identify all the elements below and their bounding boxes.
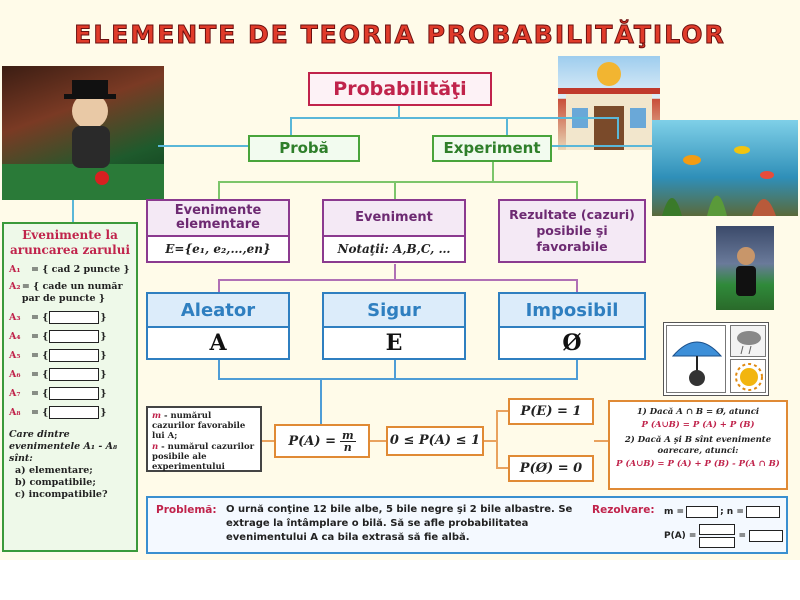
p-numerator-input[interactable] — [699, 524, 735, 535]
event-label: A₁ — [9, 264, 21, 275]
cloud-rain-icon — [730, 325, 766, 357]
category-aleator-name: Aleator — [148, 294, 288, 328]
legend-m-text: - numărul cazurilor favorabile lui A; — [152, 411, 246, 441]
connector-line — [617, 117, 619, 139]
category-sigur-name: Sigur — [324, 294, 464, 328]
category-imposibil-symbol: Ø — [562, 330, 582, 356]
event-row — [9, 311, 131, 324]
impossible-event-formula: P(Ø) = 0 — [508, 455, 594, 482]
event-text: = { — [31, 369, 49, 380]
dice-question: Care dintre evenimentele A₁ - A₈ sînt: — [9, 429, 118, 464]
legend-n-symbol: n — [152, 442, 159, 452]
m-input[interactable] — [686, 506, 718, 518]
rule2-text: 2) Dacă A şi B sînt evenimente oarecare, atunci: — [624, 435, 772, 456]
event-answer-field[interactable] — [49, 311, 99, 324]
connector-line — [576, 279, 578, 293]
connector-line — [262, 440, 274, 442]
p-fraction-input[interactable] — [699, 524, 735, 548]
n-input[interactable] — [746, 506, 780, 518]
category-sigur-symbol: E — [385, 330, 403, 356]
event-text: = { — [31, 312, 49, 323]
category-aleator-symbol: A — [209, 330, 227, 356]
connector-line — [320, 378, 322, 424]
connector-line — [576, 181, 578, 199]
legend-box — [146, 406, 262, 472]
event-close: } — [100, 331, 107, 342]
connector-line — [370, 440, 386, 442]
experiment-node: Experiment — [432, 135, 552, 162]
connector-line — [508, 117, 618, 119]
connector-line — [496, 410, 508, 412]
category-sigur — [322, 292, 466, 360]
m-label: m = — [664, 507, 685, 517]
sure-event-formula: P(E) = 1 — [508, 398, 594, 425]
dice-events-title: Evenimente la aruncarea zarului — [9, 228, 131, 257]
aquarium-photo — [652, 120, 798, 216]
connector-line — [394, 360, 396, 380]
probabilitati-node: Probabilităţi — [308, 72, 492, 106]
event-close: } — [100, 312, 107, 323]
legend-n — [152, 442, 256, 472]
rezultate-node — [498, 199, 646, 263]
connector-line — [394, 181, 396, 199]
rules-box — [608, 400, 788, 490]
rule1-formula: P (A∪B) = P (A) + P (B) — [641, 420, 755, 430]
connector-line — [218, 360, 220, 380]
eveniment-node — [322, 199, 466, 263]
proba-node: Probă — [248, 135, 360, 162]
event-text: = { — [31, 350, 49, 361]
connector-line — [484, 440, 496, 442]
weather-panel — [663, 322, 769, 396]
p-denominator-input[interactable] — [699, 537, 735, 548]
poster-title: ELEMENTE DE TEORIA PROBABILITĂŢILOR — [74, 20, 726, 49]
solution-label: Rezolvare: — [592, 504, 655, 516]
event-label: A₆ — [9, 369, 21, 380]
eveniment-label: Eveniment — [324, 201, 464, 237]
solution-p-row — [664, 524, 783, 548]
legend-m — [152, 411, 256, 441]
connector-line — [218, 181, 220, 199]
event-text: = { — [31, 407, 49, 418]
event-answer-field[interactable] — [49, 330, 99, 343]
connector-line — [496, 410, 498, 468]
event-close: } — [100, 369, 107, 380]
event-label: A₄ — [9, 331, 21, 342]
event-label: A₂ — [9, 281, 21, 292]
n-label: ; n = — [720, 507, 744, 517]
connector-line — [506, 117, 508, 135]
event-answer-field[interactable] — [49, 368, 99, 381]
connector-line — [218, 279, 578, 281]
solution-m-row — [664, 506, 780, 518]
fraction-denominator: n — [343, 440, 352, 454]
event-text: = { — [31, 331, 49, 342]
probability-formula — [274, 424, 370, 458]
probability-fraction — [340, 430, 356, 453]
evenimente-elementare-formula: E={e₁, e₂,…,en} — [165, 242, 271, 256]
connector-line — [492, 162, 494, 182]
stadium-photo — [716, 226, 774, 310]
event-text: = { — [31, 388, 49, 399]
casino-photo — [2, 66, 164, 200]
connector-line — [218, 279, 220, 293]
probability-formula-prefix: P(A) = — [288, 433, 336, 449]
connector-line — [158, 145, 248, 147]
building-photo — [558, 56, 660, 150]
rule1-text: 1) Dacă A ∩ B = Ø, atunci — [636, 407, 760, 417]
event-close: } — [100, 388, 107, 399]
rule2-formula: P (A∪B) = P (A) + P (B) - P(A ∩ B) — [616, 459, 780, 469]
event-text: = { cad 2 puncte } — [31, 264, 130, 275]
eveniment-notatii: Notaţii: A,B,C, … — [337, 242, 451, 256]
connector-line — [594, 440, 608, 442]
problem-text: O urnă conţine 12 bile albe, 5 bile negre şi 2 bile albastre. Se extrage la întâmplare o bilă. Să se afle probabilitatea evenimentului A ca bila extrasă să fie albă. — [226, 504, 573, 543]
page-margin — [0, 560, 800, 600]
event-label: A₈ — [9, 407, 21, 418]
event-label: A₇ — [9, 388, 21, 399]
evenimente-elementare-node — [146, 199, 290, 263]
p-result-input[interactable] — [749, 530, 783, 542]
category-imposibil-name: Imposibil — [500, 294, 644, 328]
probability-range: 0 ≤ P(A) ≤ 1 — [386, 426, 484, 456]
event-text: = { cade un număr par de puncte } — [21, 281, 123, 304]
p-label: P(A) = — [664, 531, 697, 541]
problem-box — [146, 496, 788, 554]
connector-line — [576, 360, 578, 380]
fraction-numerator: m — [341, 428, 354, 442]
event-row — [9, 264, 131, 275]
evenimente-elementare-label: Evenimente elementare — [148, 201, 288, 237]
legend-n-text: - numărul cazurilor posibile ale experimentului — [152, 442, 255, 472]
umbrella-cell — [666, 325, 726, 393]
category-imposibil — [498, 292, 646, 360]
event-close: } — [100, 350, 107, 361]
event-label: A₃ — [9, 312, 21, 323]
category-aleator — [146, 292, 290, 360]
event-close: } — [100, 407, 107, 418]
connector-line — [496, 467, 508, 469]
question-option: c) incompatibile? — [15, 489, 108, 500]
event-answer-field[interactable] — [49, 406, 99, 419]
event-row — [9, 349, 131, 362]
event-row — [9, 330, 131, 343]
connector-line — [290, 117, 508, 119]
rezultate-label: Rezultate (cazuri) posibile şi favorabile — [509, 207, 635, 254]
event-answer-field[interactable] — [49, 387, 99, 400]
connector-line — [290, 117, 292, 135]
question-option: a) elementare; — [15, 465, 93, 476]
event-row — [9, 387, 131, 400]
connector-line — [218, 378, 578, 380]
dice-events-panel — [2, 222, 138, 552]
question-option: b) compatibile; — [15, 477, 96, 488]
problem-label: Problemă: — [156, 504, 217, 516]
event-row — [9, 281, 131, 305]
event-row — [9, 368, 131, 381]
connector-line — [218, 181, 578, 183]
legend-m-symbol: m — [152, 411, 161, 421]
event-row — [9, 406, 131, 419]
event-label: A₅ — [9, 350, 21, 361]
event-answer-field[interactable] — [49, 349, 99, 362]
connector-line — [394, 264, 396, 280]
connector-line — [552, 145, 652, 147]
connector-line — [72, 200, 74, 222]
sun-icon — [730, 359, 766, 393]
p-equals: = — [738, 531, 747, 541]
